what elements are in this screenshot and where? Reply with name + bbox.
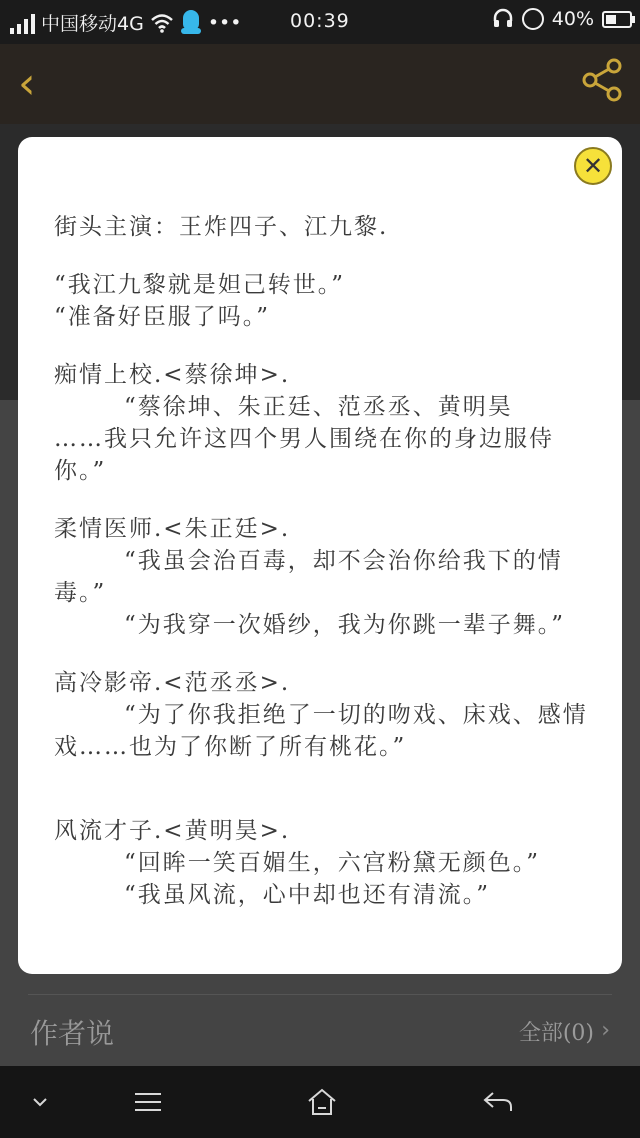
home-icon	[307, 1088, 337, 1116]
author-notes-heading: 作者说	[30, 1017, 115, 1050]
text-line: 街头主演：王炸四子、江九黎.	[54, 214, 389, 240]
more-notifications-dots: •••	[207, 11, 242, 34]
text-line: “为了你我拒绝了一切的吻戏、床戏、感情戏……也为了你断了所有桃花。”	[54, 702, 588, 760]
divider	[28, 994, 612, 995]
menu-icon	[134, 1092, 162, 1112]
text-line: “蔡徐坤、朱正廷、范丞丞、黄明昊	[124, 394, 513, 420]
clock: 00:39	[290, 10, 350, 32]
text-line: “我虽会治百毒，却不会治你给我下的情毒。”	[54, 548, 563, 606]
headset-icon	[492, 8, 514, 30]
close-icon[interactable]: ✕	[574, 147, 612, 185]
battery-icon	[602, 11, 632, 28]
app-header	[0, 44, 640, 124]
wifi-icon	[150, 13, 174, 33]
text-line: “准备好臣服了吗。”	[54, 304, 271, 330]
nav-home-button[interactable]	[300, 1066, 344, 1138]
battery-percent: 40%	[551, 8, 594, 30]
share-icon[interactable]	[580, 56, 626, 104]
text-line: 高冷影帝.<范丞丞>.	[54, 670, 291, 696]
chevron-right-icon[interactable]: ›	[601, 1018, 610, 1043]
system-nav-bar	[0, 1066, 640, 1138]
back-arrow-icon[interactable]: ‹	[18, 58, 36, 109]
text-line: “为我穿一次婚纱，我为你跳一辈子舞。”	[124, 612, 566, 638]
signal-icon	[10, 12, 35, 34]
text-line: 痴情上校.<蔡徐坤>.	[54, 362, 291, 388]
alarm-icon	[522, 8, 544, 30]
text-line: 柔情医师.<朱正廷>.	[54, 516, 291, 542]
carrier-label: 中国移动4G	[41, 13, 144, 35]
back-icon	[483, 1091, 513, 1113]
status-bar	[0, 0, 640, 44]
text-line: “我江九黎就是妲己转世。”	[54, 272, 346, 298]
synopsis-text	[54, 211, 594, 911]
all-comments-link[interactable]: 全部(0)	[518, 1021, 594, 1046]
nav-menu-button[interactable]	[126, 1066, 170, 1138]
nav-back-button[interactable]	[476, 1066, 520, 1138]
text-line: “回眸一笑百媚生，六宫粉黛无颜色。”	[124, 850, 541, 876]
synopsis-dialog	[18, 137, 622, 974]
qq-icon	[180, 10, 202, 36]
text-line: ……我只允许这四个男人围绕在你的身边服侍你。”	[54, 426, 554, 484]
text-line: “我虽风流，心中却也还有清流。”	[124, 882, 491, 908]
chevron-down-icon	[32, 1097, 48, 1107]
nav-collapse-button[interactable]	[20, 1066, 60, 1138]
text-line: 风流才子.<黄明昊>.	[54, 818, 291, 844]
